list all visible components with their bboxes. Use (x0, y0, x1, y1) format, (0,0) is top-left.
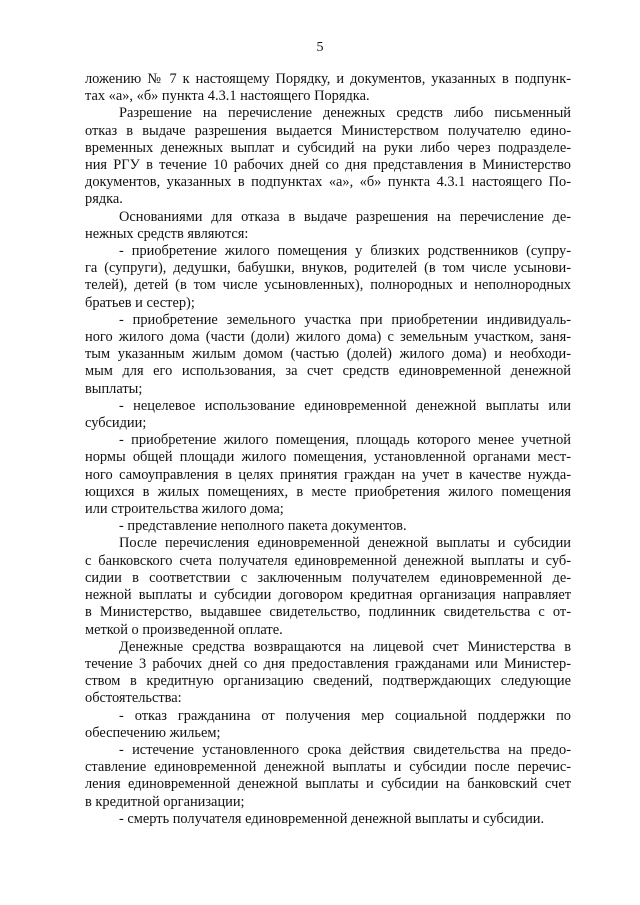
text-line: временных денежных выплат и субсидий на руки либо через подразделе- (85, 139, 571, 156)
text-line: нормы общей площади жилого помещения, установленной органами мест- (85, 449, 571, 466)
text-line: - нецелевое использование единовременной денежной выплаты или (119, 397, 571, 414)
text-line: обеспечению жильем; (85, 724, 221, 741)
text-line: ющихся в жилых помещениях, в месте приобретения жилого помещения (85, 483, 571, 500)
paragraph (85, 742, 571, 811)
paragraph (85, 71, 571, 105)
text-line: - истечение установленного срока действия свидетельства на предо- (119, 741, 571, 758)
text-line: - приобретение земельного участка при приобретении индивидуаль- (119, 311, 571, 328)
text-line: мым для его использования, за счет средств единовременной денежной (85, 363, 571, 380)
text-line: с банковского счета получателя единовременной денежной выплаты и суб- (85, 552, 571, 569)
text-line: ного жилого дома (части (доли) жилого дома) с земельным участком, заня- (85, 329, 571, 346)
paragraph (85, 432, 571, 518)
paragraph (85, 398, 571, 432)
paragraph (85, 518, 571, 535)
text-line: в кредитной организации; (85, 793, 245, 810)
text-line: братьев и сестер); (85, 294, 195, 311)
text-line: Денежные средства возвращаются на лицевой счет Министерства в (119, 638, 571, 655)
text-line: - представление неполного пакета документов. (119, 518, 407, 535)
text-line: отказ в выдаче разрешения выдается Министерством получателю едино- (85, 122, 571, 139)
paragraph (85, 639, 571, 708)
text-line: - смерть получателя единовременной денежной выплаты и субсидии. (119, 810, 545, 827)
text-line: документов, указанных в подпунктах «а», «б» пункта 4.3.1 настоящего По- (85, 174, 571, 191)
text-line: га (супруги), дедушки, бабушки, внуков, родителей (в том числе усынови- (85, 260, 571, 277)
paragraph (85, 535, 571, 638)
paragraph (85, 243, 571, 312)
text-line: сидии в соответствии с заключенным получателем единовременной де- (85, 569, 571, 586)
text-line: ного самоуправления в целях принятия граждан на учет в качестве нужда- (85, 466, 571, 483)
text-line: тым указанным жилым домом (частью (долей) жилого дома) и необходи- (85, 346, 571, 363)
text-line: ложению № 7 к настоящему Порядку, и документов, указанных в подпунк- (85, 71, 571, 87)
paragraph (85, 312, 571, 398)
text-line: обстоятельства: (85, 690, 182, 707)
text-line: - приобретение жилого помещения, площадь которого менее учетной (119, 432, 571, 449)
text-line: выплаты; (85, 380, 143, 397)
text-line: меткой о произведенной оплате. (85, 621, 283, 638)
text-line: ставление единовременной денежной выплаты и субсидии после перечис- (85, 759, 571, 776)
text-line: в Министерство, выдавшее свидетельство, подлинник свидетельства с от- (85, 604, 571, 621)
text-line: или строительства жилого дома; (85, 501, 284, 518)
text-line: тах «а», «б» пункта 4.3.1 настоящего Порядка. (85, 88, 370, 105)
text-line: нежных средств являются: (85, 225, 249, 242)
text-line: ления единовременной денежной выплаты и субсидии на банковский счет (85, 776, 571, 793)
text-line: - приобретение жилого помещения у близких родственников (супру- (119, 243, 571, 260)
text-line: течение 3 рабочих дней со дня предоставления гражданами или Министер- (85, 655, 571, 672)
text-line: Основаниями для отказа в выдаче разрешения на перечисление де- (119, 208, 571, 225)
document-body (85, 71, 571, 828)
paragraph (85, 708, 571, 742)
text-line: - отказ гражданина от получения мер социальной поддержки по (119, 707, 571, 724)
text-line: субсидии; (85, 415, 147, 432)
text-line: нежной выплаты и субсидии договором кредитная организация направляет (85, 587, 571, 604)
text-line: После перечисления единовременной денежной выплаты и субсидии (119, 535, 571, 552)
paragraph (85, 105, 571, 208)
paragraph (85, 209, 571, 243)
text-line: ством в кредитную организацию сведений, подтверждающих следующие (85, 673, 571, 690)
text-line: Разрешение на перечисление денежных средств либо письменный (119, 105, 571, 122)
text-line: телей), детей (в том числе усыновленных), полнородных и неполнородных (85, 277, 571, 294)
page-number: 5 (316, 40, 324, 55)
text-line: рядка. (85, 191, 123, 208)
text-line: ния РГУ в течение 10 рабочих дней со дня представления в Министерство (85, 157, 571, 174)
paragraph (85, 811, 571, 828)
